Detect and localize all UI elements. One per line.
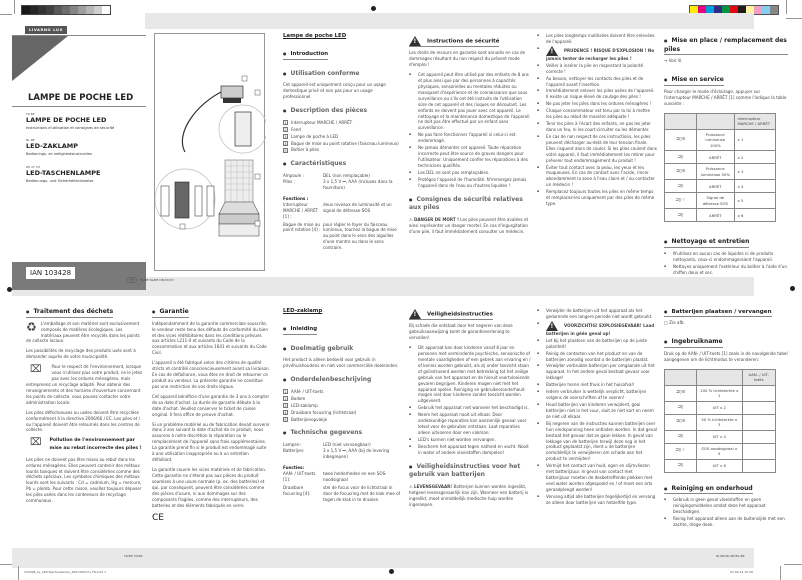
table-row [665,180,776,193]
list-item: ▪ Immédiatement enlever les piles usées de l'appareil. Il existe un risque élevé de coulage des piles ! [537,88,657,100]
section-insert-batteries: ● Mise en place / remplacement des piles [664,37,788,55]
section-introduction: ● Inleiding [283,326,317,335]
paragraph [26,364,144,405]
paragraph: L'appareil a été fabriqué selon des critères de qualité stricts et contrôlé consciencieusement avant sa livraison. En cas de défaillance, vous êtes en droit de retourner ce produit au vendeur. La présente garantie ne constitue pas une restriction de vos droits légaux. [152,360,270,389]
paragraph: Cet appareil est uniquement conçu pour un usage domestique privé et non pas pour un usage professionnel. [283,82,386,100]
list-item: ▪ En cas de non respect de ces instructions, les piles peuvent décharger au-delà de leur tension finale. Elles risquent alors de couler. Si les piles coulent dans votre appareil, il faut immédiatement les retirer pour prévenir tout endommagement du produit ! [537,134,657,164]
list-item: ▪ Vermijd het contact van huid, ogen en slijmvliezen met batterijzuur. In geval van contact met batterijzuur moeten de desbetreffende plekken met veel water worden afgespoeld en / of moet een arts geraadpleegd worden! [537,463,657,493]
section-usage: ● Utilisation conforme [283,69,360,77]
spec-key: Lampen: [283,442,301,448]
paragraph: La garantie couvre les vices matériels et de fabrication. Cette garantie ne s'étend pas aux pièces du produit soumises à une usure normale (p. ex. des batteries) et qui, par conséquent, peuvent être considérées comme des pièces d'usure, ni aux dommages sur des composants fragiles, comme des interrupteurs, des batteries et des éléments fabriqués en verre. [152,466,267,508]
lamp-off-icon: ⊐▯ [665,459,697,472]
section-parts: ● Onderdelenbeschrijving [283,376,372,384]
lamp-off-icon: ⊐▯ [665,180,697,193]
list-item: ▪ Let bij het plaatsen van de batterijen op de juiste polariteit! [537,338,657,350]
function-value: deux niveaux de luminosité et un signal de détresse SOS [323,201,392,213]
list-item: ▪ Protégez l'appareil de l'humidité. N'immergez jamais l'appareil dans de l'eau ou d'autres liquides ! [409,177,531,189]
mode-cell: ARRÊT [697,209,735,222]
section-title: Description des pièces [290,107,368,115]
section-operation: ● Ingebruikname [664,338,723,348]
table-row [665,401,776,414]
section-cleaning: ● Reiniging en onderhoud [664,485,753,495]
mode-table [664,369,776,473]
list-item: ▪ LED's kunnen niet worden vervangen. [409,437,531,443]
section-title: Veiligheidsinstructies voor het gebruik van batterijen [409,462,521,479]
spec-value: DEL (non remplaçable) [323,173,370,179]
lamp-on-icon: ⊐▯≡ [665,385,697,401]
lang-subtitle: Instructions d'utilisation et consignes de sécurité [26,125,115,130]
spec-value: 3 x 1,5 V ⎓, AAA (incluses dans la fourniture) [323,179,393,190]
section-usage: ● Doelmatig gebruik [283,344,354,352]
flashlight-illustration-icon [155,34,266,272]
insert-text: Zie afb. [669,320,685,326]
section-title: Garantie [159,308,189,315]
paragraph: Indépendamment de la garantie commerciale souscrite, le vendeur reste tenu des défauts de conformité du bien et des vices rédhibitoires dans les conditions prévues aux articles L211-4 et suivants du Code de la consommation et aux articles 1641 et suivants du Code Civil. [152,320,268,356]
lang-codes: FR/BE NL/BE DE/AT/CH [139,278,174,282]
lamp-off-icon: ⊐▯ [665,209,697,222]
top-band [145,13,754,29]
list-item: ▪ Chaque consommateur est tenu par la loi à mettre les piles au rebut de manière adéquate ! [537,108,657,120]
list-item: ▪ Bij negeren van de instructies kunnen batterijen over hun eindspanning heen ontladen worden. In dat geval bestaat het gevaar dat ze gaan lekken. In geval van lekkage van de batterijen terwijl deze nog in het product geplaatst zijn, dient u de batterijen onmiddellijk te verwijderen om schade aan het product te vermijden! [537,421,657,462]
section-title: Introduction [290,50,329,57]
section-title: Onderdelenbeschrijving [290,376,372,384]
section-title: Reiniging en onderhoud [671,484,753,492]
product-figure [154,33,265,271]
spec-value: LED (niet vervangbaar) [323,442,371,448]
part-item: 3 LED-zaklamp [284,402,318,409]
section-title: Doelmatig gebruik [290,344,354,352]
grey-swatch [38,6,46,14]
section-battery-safety: ● Veiligheidsinstructies voor het gebruik van batterijen [409,462,521,479]
mode-cell: UIT x 2 [697,401,743,414]
crop-mark [0,564,12,565]
ian-number: IAN 103428 [26,267,75,279]
press-cell: x 4 [734,180,775,193]
list-item: ▪ Gebruik het apparaat niet wanneer het beschadigd is. [409,405,531,411]
list-item: ▪ Cet appareil peut être utilisé par des enfants de 8 ans et plus ainsi que par des personnes à capacités physiques, sensorielles ou mentales réduites ou manquant d'expérience et de connaissance que sous surveillance ou s'ils ont été instruits de l'utilisation sûre de cet appareil et des risques en découlant. Les enfants ne doivent pas jouer avec cet appareil. Le nettoyage et la maintenance domestique de l'appareil ne doit pas être effectué par un enfant sans surveillance. [409,72,531,131]
crop-mark [14,0,15,14]
fr-disposal-column [26,308,144,508]
paragraph: Les possibilités de recyclage des produits usés sont à demander auprès de votre municipalité. [26,348,136,360]
insert-text: Voir ill. [668,58,683,64]
grey-swatch [54,6,62,14]
registration-mark [371,6,376,11]
list-item: ▪ Ne jamais démonter cet appareil. Toute réparation incorrecte peut être source de graves dangers pour l'utilisateur. Uniquement confier les réparations à des techniciens qualifiés. [409,145,531,169]
part-item: 2 Fond [284,126,301,133]
section-title: Batterijen plaatsen / vervangen [671,309,772,315]
lang-subtitle: Bedienungs- und Sicherheitshinweise [26,178,94,183]
crop-mark [780,566,781,580]
part-label: Draaibare focusring (lichtstraal) [291,409,357,415]
ce-mark-icon: CE [152,513,164,524]
grey-swatch [86,6,94,14]
country-flags: FR BE [26,112,35,116]
mode-cell: UIT x 6 [697,459,743,472]
warning-icon [409,36,421,46]
part-label: AAN- / UIT-toets [291,388,324,394]
danger-label: LEVENSGEVAAR! [413,484,453,490]
fr-warranty-column [152,308,270,525]
section-title: Mise en place / remplacement des piles [664,37,787,53]
crop-mark [0,14,12,15]
section-title: Nettoyage et entretien [671,238,750,246]
lamp-sos-icon: ⊐▯⁘ [665,443,697,459]
part-item: 1 Interrupteur MARCHE / ARRÊT [284,119,353,126]
lang-badge-label: FR [127,277,137,283]
function-value: twee helderheden en een SOS-noodsignaal [323,470,387,482]
paragraph: → Voir ill. [664,58,683,64]
press-cell: x 1 [734,129,775,151]
function-key: AAN- / UIT-toets [1]: [283,470,316,482]
function-key: Draaibare focusring [4]: [283,484,311,496]
part-label: Fond [291,126,301,132]
mode-cell: Puissance lumineuse 100% [697,129,735,151]
cover-divider [12,106,146,107]
table-row [665,443,776,459]
function-row [283,222,401,252]
paragraph: Les droits de recours en garantie sont annulés en cas de dommages résultant du non respect du présent mode d'emploi ! [409,50,526,68]
section-title: Consignes de sécurité relatives aux piles [409,195,523,212]
ian-box [12,262,146,290]
country-flags: DE AT CH [26,165,41,169]
table-row [665,209,776,222]
section-title: Mise en service [671,76,724,84]
fr-column-2 [409,36,531,239]
section-warranty: ● Garantie [152,308,189,318]
lang-title: LED-ZAKLAMP [26,142,78,151]
press-cell [742,401,775,414]
list-item: ▪ Iedere verbruiker is wettelijk verplicht, batterijen volgens de voorschriften af te voeren! [537,389,657,401]
section-title: Inleiding [290,325,318,332]
timestamp: 03.09.14 10:28 [730,570,753,574]
spec-row [283,448,401,460]
press-cell [742,430,775,443]
section-safety [409,36,499,47]
column-header: Interrupteur MARCHE / ARRÊT [734,113,775,129]
list-item: ▪ Les DEL ne sont pas remplaçables. [409,170,531,176]
danger-label: DANGER DE MORT ! [413,216,459,222]
pollution-title: Pollution de l'environnement par mise au rebut incorrecte des piles ! [49,438,142,452]
crop-mark [784,564,802,565]
paragraph: Les piles ne doivent pas être mises au rebut dans les ordures ménagères. Elles peuvent contenir des métaux lourds toxiques et doivent être considérées comme des déchets spéciaux. Les symboles chimiques des métaux lourds sont les suivants : Cd = cadmium, Hg = mercure, Pb = plomb. Pour cette raison, veuillez toujours déposer les piles usées dans les conteneurs de recyclage communaux. [26,456,142,504]
function-row [283,485,401,503]
section-parts: ● Description des pièces [283,107,368,115]
spec-value: 3 x 1,5 V ⎓, AAA (bij de levering inbegrepen) [323,448,390,460]
section-specs: ● Technische gegevens [283,429,363,437]
section-safety [409,309,493,320]
danger-note [409,484,531,508]
lamp-on-icon: ⊐▯≡ [665,414,697,430]
functions-title: Functies: [283,464,305,470]
table-header-row [665,113,776,129]
list-item: ▪ N'utilisez en aucun cas de liquides ni de produits nettoyants, ceux-ci endommageraient l'appareil. [664,251,788,263]
section-insert-batteries: ● Batterijen plaatsen / vervangen [664,308,772,317]
lang-block-fr [26,112,114,131]
battery-bin-icon: ⌧ [30,437,42,449]
nl-column-4 [664,308,788,529]
lamp-on-icon: ⊐▯≡ [665,164,697,180]
table-row [665,193,776,209]
lamp-on-icon: ⊐▯≡ [665,129,697,151]
brand-logo: LIVARNO LUX [25,26,67,34]
mode-cell: 50 % lichtsterkte x 3 [697,414,743,430]
part-item: 5 Batterijenopvakje [284,416,328,423]
list-item: ▪ Ne pas faire fonctionner l'appareil si celui-ci est endommagé. [409,132,531,144]
mode-cell: Puissance lumineuse 50% [697,164,735,180]
list-item: ▪ Neem het apparaat nooit uit elkaar. Door ondeskundige reparaties kan aanzienlijk gevaar voor letsel voor de gebruiker ontstaan. Laat reparaties alleen uitvoeren door een vakman. [409,412,531,436]
list-item: ▪ Batterijen horen niet thuis in het huisafval! [537,382,657,388]
fr-column-3 [537,33,657,208]
function-row [283,471,401,483]
table-row [665,129,776,151]
grey-swatch [62,6,70,14]
explosion-warning-icon [546,46,558,56]
grey-swatch [46,6,54,14]
grey-swatch [22,6,30,14]
list-item: ▪ Houd batterijen van kinderen verwijderd, gooi batterijen niet in het vuur, sluit ze niet kort en neem ze niet uit elkaar. [537,402,657,420]
lang-block-de [26,165,100,184]
list-item: ▪ Les piles longtemps inutilisées doivent être enlevées de l'appareil. [537,33,657,45]
pollution-note [26,437,144,452]
list-item: ▪ Dit apparaat kan door kinderen vanaf 8 jaar en personen met verminderde psychische, sensorische of mentale vaardigheden of een gebrek aan ervaring en / of kennis worden gebruikt, als zij onder toezicht staan of geïnstrueerd werden met betrekking tot het veilige gebruik van het apparaat en de hieruit voortvloeiende gevaren begrijpen. Kinderen mogen niet met het apparaat spelen. Reiniging en gebruikersonderhoud mogen niet door kinderen zonder toezicht worden uitgevoerd. [409,345,531,404]
mode-cell: ARRÊT [697,180,735,193]
lang-block-nl [26,138,92,157]
section-title: Utilisation conforme [290,69,360,77]
section-title: Ingebruikname [671,338,723,346]
section-introduction: ● Introduction [283,51,328,60]
paragraph-text: L'emballage et son matériel sont exclusivement composés de matières écologiques. Les matériaux peuvent être recyclés dans les points de collecte locaux. [26,320,140,344]
section-operation: ● Mise en service [664,76,724,86]
table-row [665,430,776,443]
section-battery-safety: ● Consignes de sécurité relatives aux piles [409,195,523,212]
list-item: ▪ Nettoyez uniquement l'extérieur du boîtier à l'aide d'un chiffon doux et sec. [664,264,788,276]
registration-mark [7,287,12,292]
function-row [283,202,401,220]
press-cell [742,385,775,401]
paragraph: Bij schade die ontstaat door het negeren van deze gebruiksaanwijzing komt de garantieverlening te vervallen! [409,323,513,341]
grey-swatch [70,6,78,14]
part-label: Boîtier à piles [291,147,320,153]
mode-cell: Signal de détresse SOS [697,193,735,209]
grey-swatch [102,6,110,14]
lamp-off-icon: ⊐▯ [665,430,697,443]
part-item: 2 Bodem [284,395,306,402]
list-item: ▪ Verwijder de batterijen uit het apparaat als het gedurende een langere periode niet wordt gebruikt. [537,308,657,320]
paragraph [26,321,144,345]
function-value: stel de focus voor de lichtstraal in door de focusring met de klok mee of tegen de klok in te draaien. [323,484,401,502]
section-cleaning: ● Nettoyage et entretien [664,238,749,248]
nl-column-2 [409,309,531,512]
registration-mark [790,286,795,291]
nl-column-1 [283,308,401,502]
paragraph: Druk op de AAN- / UIT-toets [1] zoals in de navolgende tabel aangegeven om de lichtmodus te veranderen: [664,350,788,362]
list-item: ▪ Remplacez toujours toutes les piles en même temps et remplacez-les uniquement par des piles de même type. [537,189,657,207]
mode-cell: ARRÊT [697,151,735,164]
color-swatch [762,6,770,14]
press-cell: x 2 [734,151,775,164]
press-cell: x 5 [734,193,775,209]
part-item: 1 AAN- / UIT-toets [284,388,324,395]
parts-list [283,120,401,154]
part-label: Lampe de poche à LED [291,133,339,139]
spec-key: Batterijen: [283,448,305,454]
list-item: ▪ Au besoin, nettoyer les contacts des piles et de l'appareil avant l'insertion. [537,76,657,88]
list-item: ▪ Reinig het apparaat alleen aan de buitenzijde met een zachte, droge doek. [664,516,788,528]
registration-mark [389,569,394,574]
table-row [665,414,776,430]
cover-main-title: LAMPE DE POCHE LED [28,93,134,103]
part-item: 5 Boîtier à piles [284,147,320,153]
press-cell [742,459,775,472]
list-item: ▪ Éviter tout contact avec la peau, les yeux et les muqueuses. En cas de contact avec l'acide, rincer abondamment la zone à l'eau claire et / ou contacter un médecin ! [537,165,657,189]
section-disposal: ● Traitement des déchets [26,308,113,318]
warning-icon: ⚠ [409,484,414,490]
press-cell [742,414,775,430]
caution-text: VOORZICHTIG! EXPLOSIEGEVAAR! Laad batterijen in géén geval op! [546,322,655,336]
functions-title: Fonctions : [283,195,309,201]
color-swatch [754,6,762,14]
lang-badge [127,278,174,282]
paragraph: Cet appareil bénéficie d'une garantie de 3 ans à compter de sa date d'achat. La durée de garantie débute à la date d'achat. Veuillez conserver le ticket de caisse original. Il fera office de preuve d'achat. [152,393,270,417]
fr-column-4 [664,33,788,277]
country-flags: NL BE [26,138,35,142]
part-item: 4 Draaibare focusring (lichtstraal) [284,409,357,416]
paragraph: Pour changer le mode d'éclairage, appuyer sur l'interrupteur MARCHE / ARRÊT [1] comme l'indique la table suivante : [664,88,787,106]
color-swatch [770,6,778,14]
list-item: ▪ Tenir les piles à l'écart des enfants, ne pas les jeter dans un feu, ni les court-circuiter ou les démonter. [537,121,657,133]
spec-key: Ampoule : [283,173,304,179]
list-item: ▪ Reinig de contacten van het product en van de batterijen zonodig voordat u de batterijen plaatst. [537,351,657,363]
lang-title: LAMPE DE POCHE LED [26,116,107,125]
grey-swatch [30,6,38,14]
mode-cell: 100 % lichtsterkte x 1 [697,385,743,401]
spec-row [283,179,401,191]
spec-key: Piles : [283,179,295,185]
parts-list [283,389,401,423]
crop-mark [786,0,787,14]
mode-cell: UIT x 4 [697,430,743,443]
warning-icon: ⚠ [409,216,414,222]
warning-icon [409,309,421,319]
crop-mark [786,18,802,19]
fr-column-1 [283,33,401,251]
file-name: 103428_liv_LED-Taschenlampe_450x300mm_FR.indd 1 [24,570,107,574]
list-item [537,321,657,337]
part-item: 3 Lampe de poche à LED [284,133,339,140]
list-item: ▪ Verwijder verbruikte batterijen per omgaande uit het apparaat. In het andere geval bestaat gevaar voor lekkage! [537,363,657,381]
list-item [537,46,657,62]
danger-text: Batterijen kunnen worden ingeslikt, hetgeen levensgevaarlijk kan zijn. Wanneer een batterij is ingeslikt, moet onmiddellijk medische hulp worden ingeroepen. [409,484,529,507]
weee-bin-icon: ⌧ [30,364,42,376]
list-item: ▪ Bescherm het apparaat tegen natheid en vocht. Nooit in water of andere vloeistoffen dompelen! [409,444,531,456]
section-title: Veiligheidsinstructies [427,311,493,318]
mode-table [664,113,776,223]
crop-mark [18,566,19,580]
danger-note [409,217,531,235]
corner-banner [12,36,68,81]
press-cell: x 6 [734,209,775,222]
caution-text: PRUDENCE ! RISQUE D'EXPLOSION ! Ne jamais tenter de recharger les piles ! [546,47,655,61]
paragraph: Het product is alleen bedoeld voor gebruik in privéhuishoudens en niet voor commerciële doeleinden. [283,357,399,369]
press-cell: x 3 [734,164,775,180]
lang-subtitle: Bedienings- en veiligheidsinstructies [26,151,92,156]
column-header: AAN- / UIT-toets [742,369,775,385]
danger-text: Les piles peuvent être avalées et ainsi représenter un danger mortel. En cas d'ingurgitation d'une pile, il faut immédiatement consulter un médecin. [409,216,529,234]
table-header-row [665,369,776,385]
list-item: ▪ Vervang altijd alle batterijen tegelijkertijd en vervang ze alleen door batterijen van hetzelfde type. [537,494,657,506]
table-row [665,151,776,164]
part-label: Bodem [291,395,306,401]
part-label: LED-zaklamp [291,402,318,408]
list-item: ▪ Gebruik in geen geval vloeistoffen en geen reinigingsmiddelen omdat deze het apparaat beschadigen. [664,497,788,515]
mode-cell: SOS-noodsignaal x 5 [697,443,743,459]
section-title: Traitement des déchets [33,308,114,315]
part-label: Bague de mise au point rotative (faisceau lumineux) [291,140,399,146]
page-title: Lampe de poche LED [283,33,347,39]
section-title: Technische gegevens [290,429,363,437]
paragraph: □ Zie afb. [664,320,685,326]
paragraph: Les piles défectueuses ou usées doivent être recyclées conformément à la directive 2006/66 / EC. Les piles et / ou l'appareil doivent être retournés dans les centres de collecte. [26,409,141,433]
part-item: 4 Bague de mise au point rotative (faisceau lumineux) [284,140,399,147]
footer-right-codes: NL/BE/NL/BE/NL/BE [716,554,745,558]
cover [12,14,146,277]
list-item: ▪ Ne pas jeter les piles dans les ordures ménagères ! [537,101,657,107]
explosion-warning-icon [546,321,558,331]
function-key: Bague de mise au point rotative [4] : [283,221,321,233]
lamp-off-icon: ⊐▯ [665,151,697,164]
nl-column-3 [537,308,657,507]
lamp-off-icon: ⊐▯ [665,401,697,414]
list-item: ▪ Veiller à insérer la pile en respectant la polarité correcte ! [537,63,657,75]
press-cell [742,443,775,459]
part-label: Interrupteur MARCHE / ARRÊT [291,119,353,125]
section-specs: ● Caractéristiques [283,160,347,168]
table-row [665,164,776,180]
table-row [665,385,776,401]
paragraph-text: Pour le respect de l'environnement, lorsque vous n'utilisez plus votre produit, ne le jetez pas avec les ordures ménagères, mais entreprenez un recyclage adapté. Pour obtenir des renseignements et des horaires d'ouverture concernant les points de collecte, vous pouvez contacter votre administration locale. [26,364,143,405]
grey-swatch [94,6,102,14]
table-row [665,459,776,472]
section-title: Caractéristiques [290,160,347,168]
part-label: Batterijenopvakje [291,416,328,422]
function-value: pour régler le foyer du faisceau lumineux, tournez la bague de mise au point dans le sens des aiguilles d'une montre ou dans le sens contraire. [323,221,397,251]
page-title: LED-zaklamp [283,308,323,314]
grey-swatch [78,6,86,14]
lamp-sos-icon: ⊐▯⁘ [665,193,697,209]
section-title: Instructions de sécurité [427,38,500,45]
function-key: Interrupteur MARCHE / ARRÊT [1] : [283,201,319,219]
lang-title: LED-TASCHENLAMPE [26,169,101,178]
footer-left-codes: FR/BE FR/BE [124,554,143,558]
paragraph: Si un problème matériel ou de fabrication devait survenir dans 3 ans suivant la date d'achat de ce produit, nous assurons à notre discrétion la réparation ou le remplacement de l'appareil sans frais supplémentaires. La garantie prend fin si le produit est endommagé suite à une utilisation inappropriée ou à un entretien défaillant. [152,421,270,463]
recycle-icon: ♻ [26,319,37,334]
